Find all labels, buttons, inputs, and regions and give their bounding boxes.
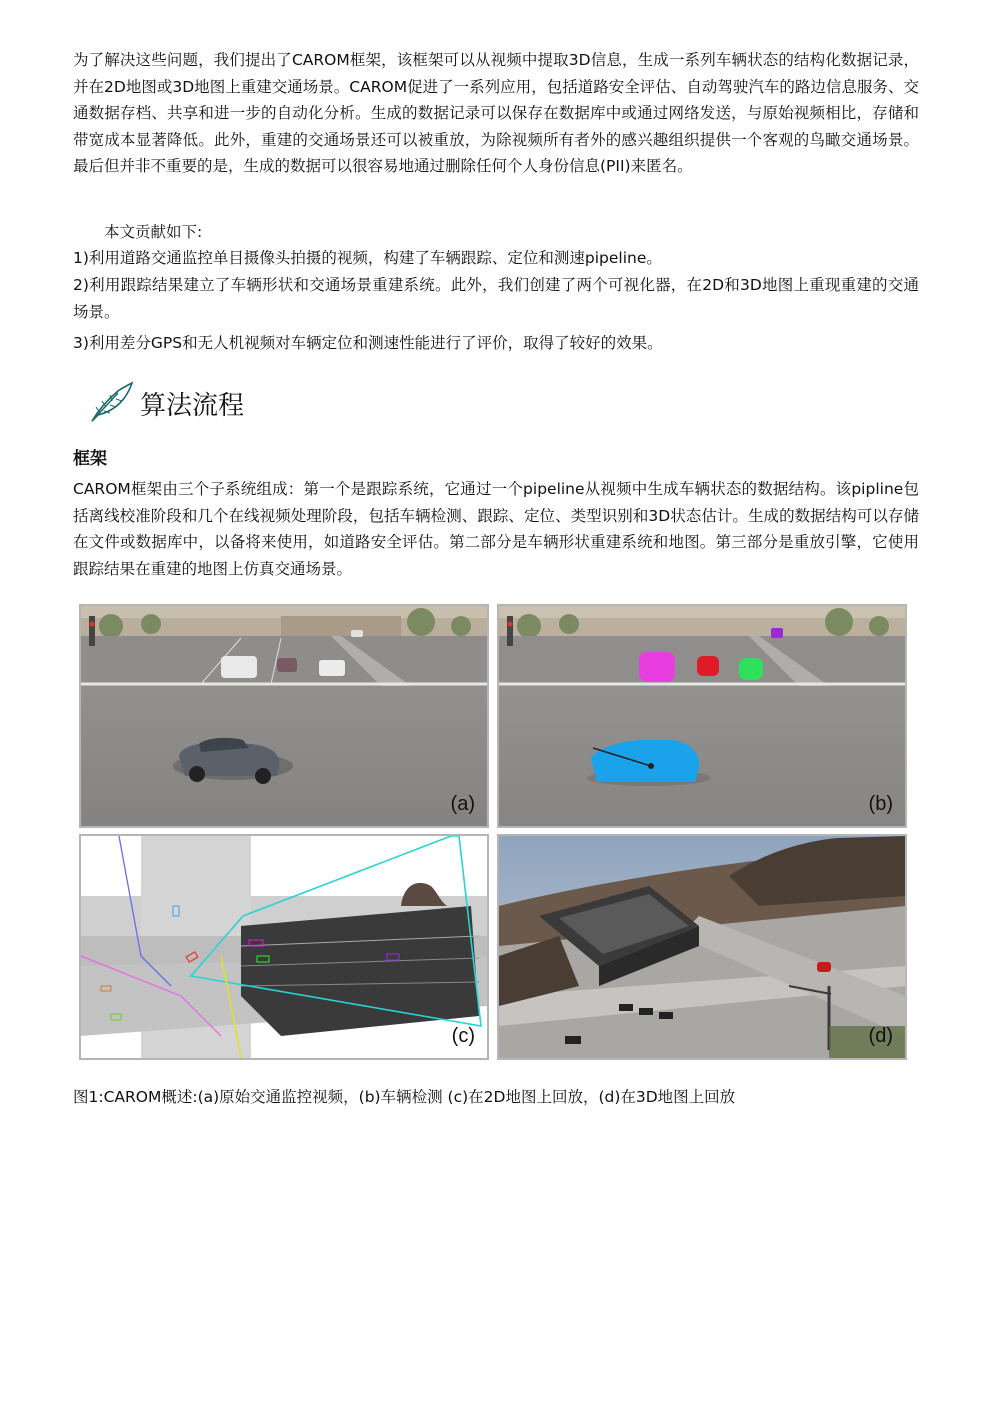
framework-paragraph: CAROM框架由三个子系统组成：第一个是跟踪系统，它通过一个pipeline从视频中生成车辆状态的数据结构。该pipline包括离线校准阶段和几个在线视频处理阶段，包括车辆检测、跟踪、定位、类型识别和3D状态估计。生成的数据结构可以存储在文件或数据库中，以备将来使用，如道路安全评估。第二部分是车辆形状重建系统和地图。第三部分是重放引擎，它使用跟踪结果在重建的地图上仿真交通场景。 xyxy=(73,480,919,578)
intro-paragraph: 为了解决这些问题，我们提出了CAROM框架，该框架可以从视频中提取3D信息，生成一系列车辆状态的结构化数据记录，并在2D地图或3D地图上重建交通场景。CAROM促进了一系列应用，包括道路安全评估、自动驾驶汽车的路边信息服务、交通数据存档、共享和进一步的自动化分析。生成的数据记录可以保存在数据库中或通过网络发送，与原始视频相比，存储和带宽成本显著降低。此外，重建的交通场景还可以被重放，为除视频所有者外的感兴趣组织提供一个客观的鸟瞰交通场景。最后但并非不重要的是，生成的数据可以很容易地通过删除任何个人身份信息(PII)来匿名。 xyxy=(73,51,919,175)
2d-map-replay-image xyxy=(81,836,487,1058)
contrib-item-1: 1)利用道路交通监控单目摄像头拍摄的视频，构建了车辆跟踪、定位和测速pipeline。 xyxy=(73,249,662,267)
figure-panel-b xyxy=(497,604,907,828)
panel-c-label: (c) xyxy=(451,1025,475,1047)
traffic-video-image xyxy=(81,606,487,826)
vehicle-detection-image xyxy=(499,606,905,826)
section-title: 算法流程 xyxy=(140,390,245,421)
contrib-intro: 本文贡献如下: xyxy=(104,223,203,241)
contrib-item-2: 2)利用跟踪结果建立了车辆形状和交通场景重建系统。此外，我们创建了两个可视化器，在2D和3D地图上重现重建的交通场景。 xyxy=(73,276,919,321)
section-heading xyxy=(88,380,244,426)
panel-d-label: (d) xyxy=(868,1025,893,1047)
feather-pen-icon xyxy=(88,381,134,425)
contrib-item-3: 3)利用差分GPS和无人机视频对车辆定位和测速性能进行了评价，取得了较好的效果。 xyxy=(73,334,663,352)
3d-map-replay-image xyxy=(499,836,905,1058)
figure-panel-a xyxy=(79,604,489,828)
panel-a-label: (a) xyxy=(450,793,475,815)
framework-heading: 框架 xyxy=(73,449,107,469)
panel-b-label: (b) xyxy=(868,793,893,815)
figure-caption: 图1:CAROM概述:(a)原始交通监控视频，(b)车辆检测 (c)在2D地图上回放，(d)在3D地图上回放 xyxy=(73,1088,736,1106)
figure-panel-c xyxy=(79,834,489,1060)
figure-panel-d xyxy=(497,834,907,1060)
